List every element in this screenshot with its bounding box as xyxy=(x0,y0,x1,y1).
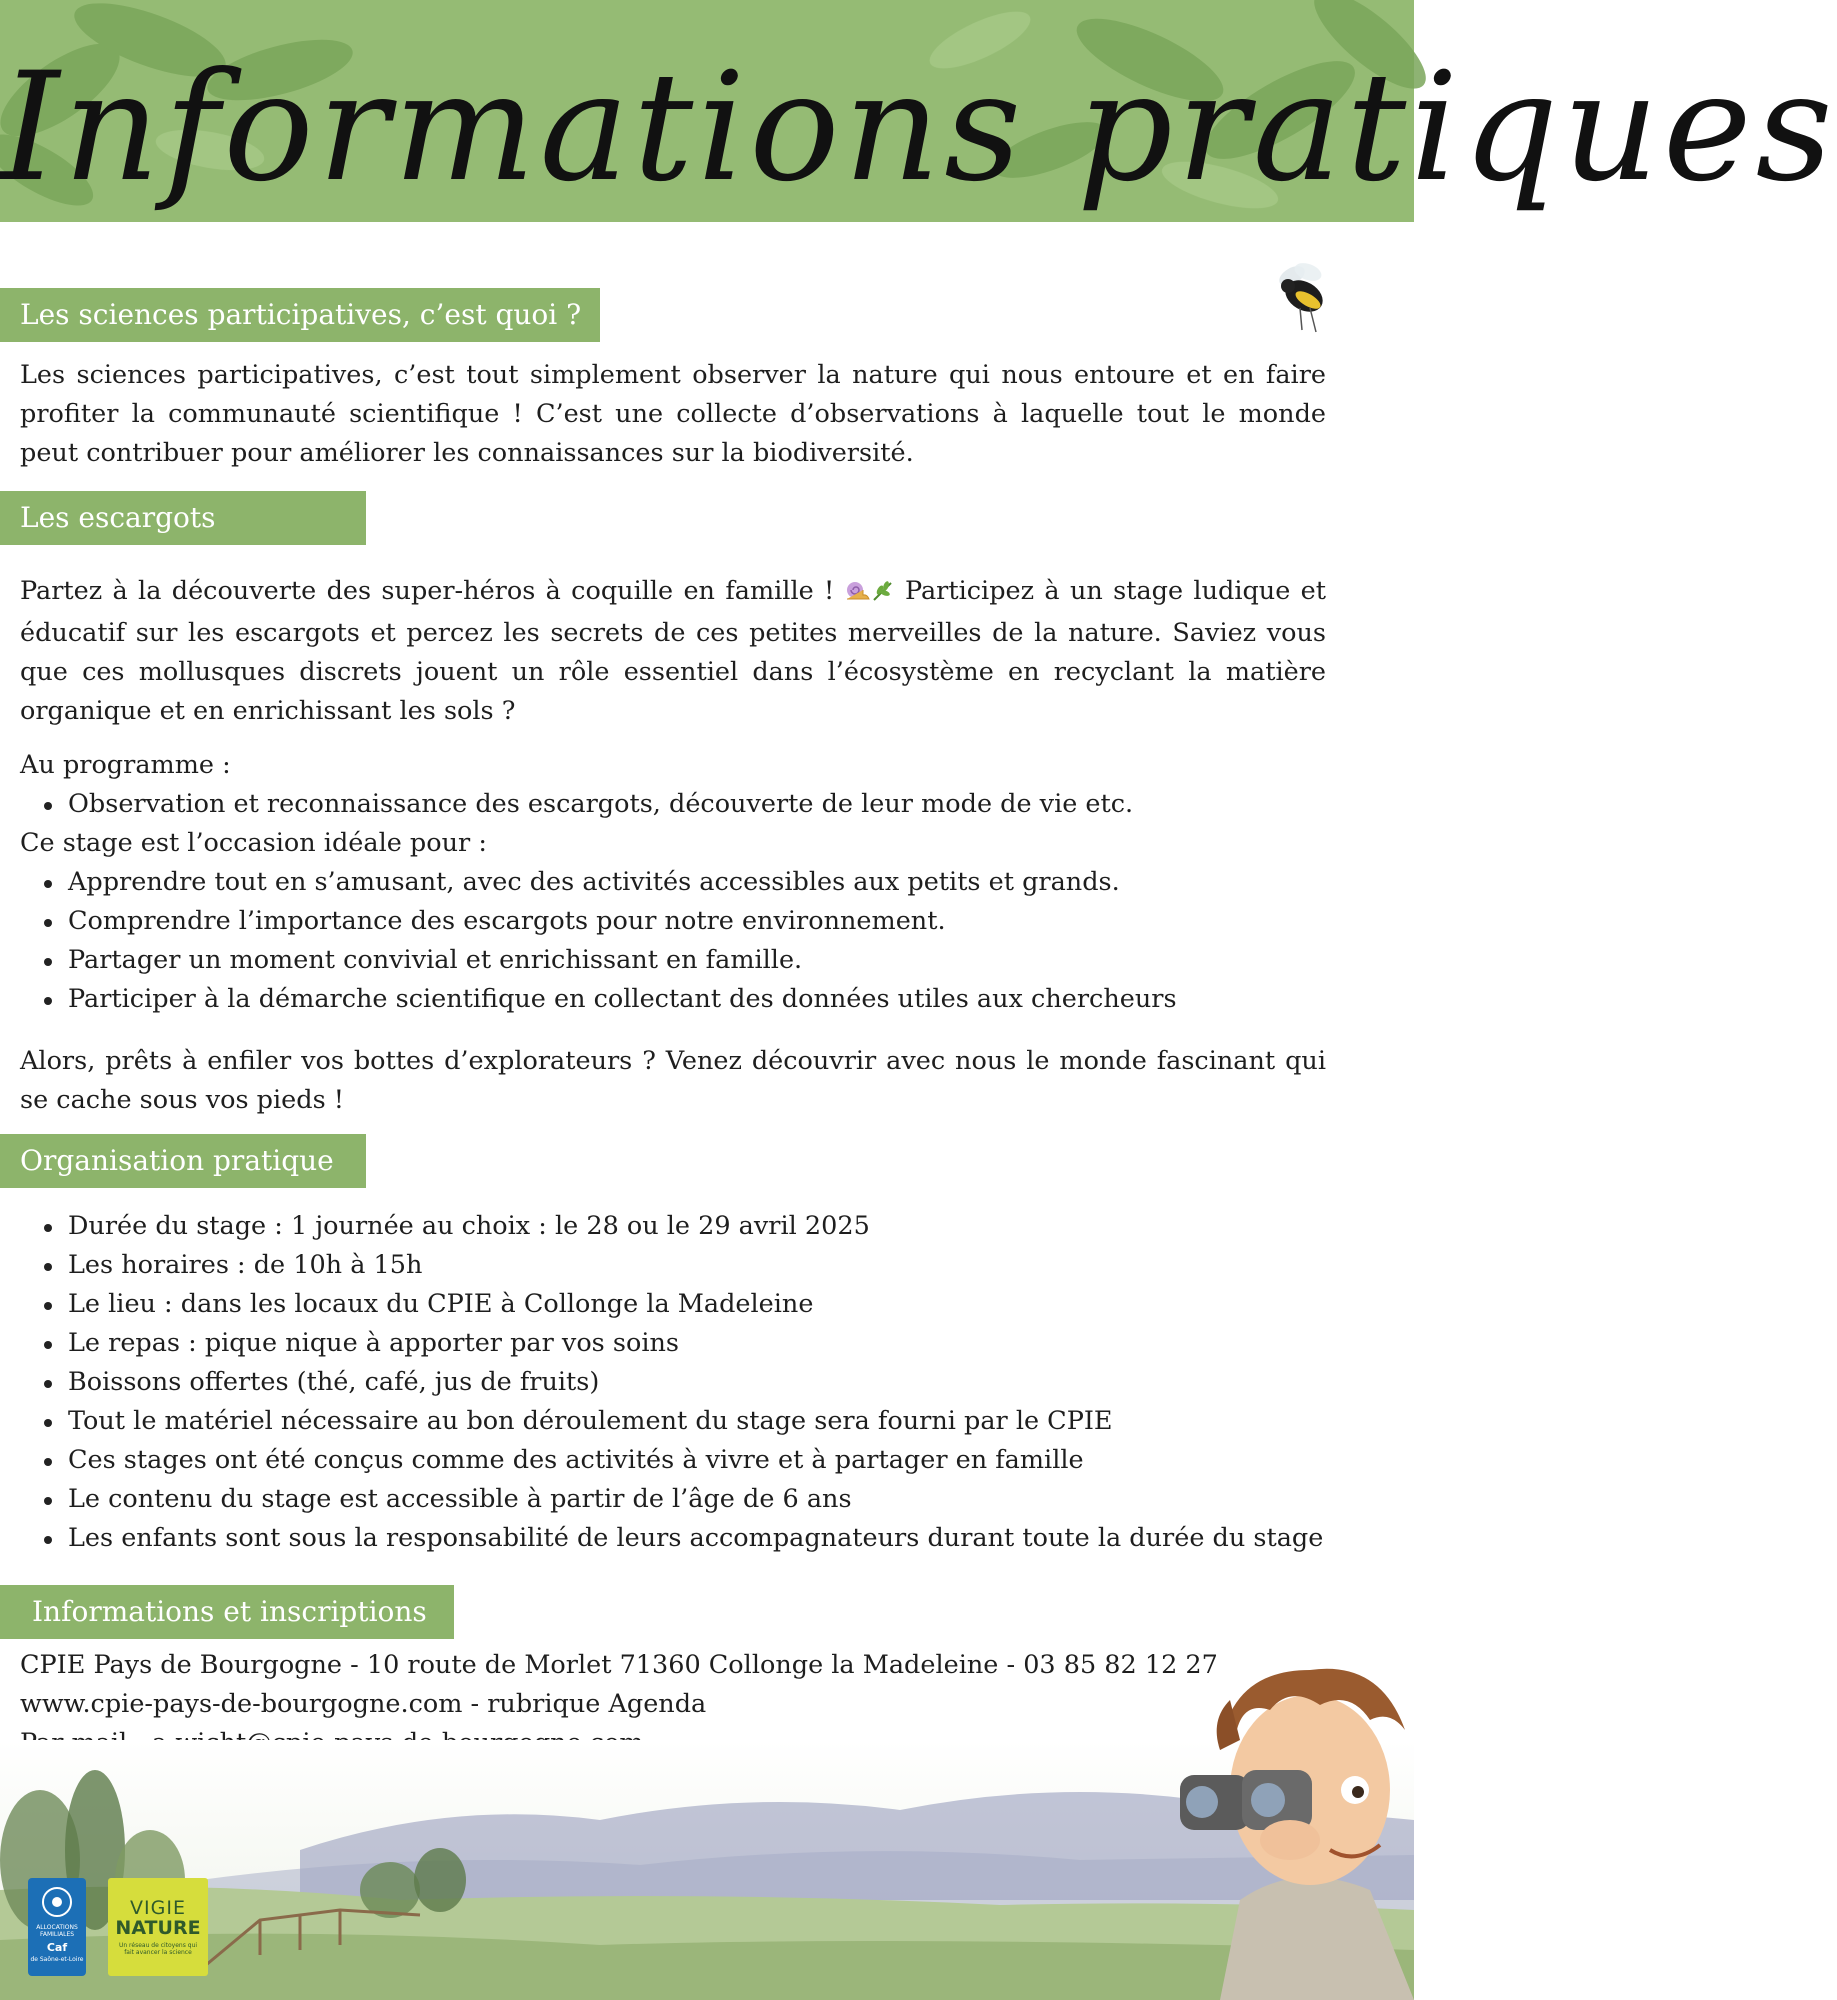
section-heading-organisation: Organisation pratique xyxy=(0,1134,366,1188)
list-item: Ces stages ont été conçus comme des activités à vivre et à partager en famille xyxy=(20,1441,1323,1480)
caf-logo: ALLOCATIONS FAMILIALES Caf de Saône-et-Loire xyxy=(28,1878,86,1976)
occasion-list xyxy=(20,863,1177,1019)
organisation-list xyxy=(20,1207,1323,1558)
sciences-paragraph: Les sciences participatives, c’est tout simplement observer la nature qui nous entoure et en faire profiter la communauté scientifique ! C’est une collecte d’observations à laquelle tout le monde peut contribuer pour améliorer les connaissances sur la biodiversité. xyxy=(20,360,1326,468)
section-heading-sciences: Les sciences participatives, c’est quoi ? xyxy=(0,288,600,342)
list-item: Durée du stage : 1 journée au choix : le 28 ou le 29 avril 2025 xyxy=(20,1207,1323,1246)
section-heading-inscriptions: Informations et inscriptions xyxy=(0,1585,454,1639)
vigie-nature-logo: VIGIE NATURE Un réseau de citoyens qui fait avancer la science xyxy=(108,1878,208,1976)
program-list xyxy=(20,785,1133,824)
list-item: Le contenu du stage est accessible à partir de l’âge de 6 ans xyxy=(20,1480,1323,1519)
escargots-closing: Alors, prêts à enfiler vos bottes d’explorateurs ? Venez découvrir avec nous le monde fascinant qui se cache sous vos pieds ! xyxy=(20,1046,1326,1115)
section-heading-escargots: Les escargots xyxy=(0,491,366,545)
intro-text-end: Participez à un stage ludique et éducatif sur les escargots et percez les secrets de ces petites merveilles de la nature. Saviez vous que ces mollusques discrets jouent un rôle essentiel dans l’écosystème en recyclant la matière organique et en enrichissant les sols ? xyxy=(20,576,1326,726)
page-title: Informations pratiques xyxy=(0,41,1837,215)
list-item: Participer à la démarche scientifique en collectant des données utiles aux chercheurs xyxy=(20,980,1177,1019)
caf-emblem-icon xyxy=(28,1882,86,1924)
list-item: Observation et reconnaissance des escargots, découverte de leur mode de vie etc. xyxy=(20,785,1133,824)
program-label: Au programme : xyxy=(20,750,231,780)
list-item: Boissons offertes (thé, café, jus de fruits) xyxy=(20,1363,1323,1402)
list-item: Les enfants sont sous la responsabilité de leurs accompagnateurs durant toute la durée du stage xyxy=(20,1519,1323,1558)
list-item: Comprendre l’importance des escargots pour notre environnement. xyxy=(20,902,1177,941)
list-item: Les horaires : de 10h à 15h xyxy=(20,1246,1323,1285)
list-item: Tout le matériel nécessaire au bon déroulement du stage sera fourni par le CPIE xyxy=(20,1402,1323,1441)
occasion-label: Ce stage est l’occasion idéale pour : xyxy=(20,828,487,858)
herb-icon xyxy=(871,575,895,614)
list-item: Le lieu : dans les locaux du CPIE à Collonge la Madeleine xyxy=(20,1285,1323,1324)
list-item: Partager un moment convivial et enrichissant en famille. xyxy=(20,941,1177,980)
snail-icon xyxy=(845,575,871,614)
list-item: Apprendre tout en s’amusant, avec des activités accessibles aux petits et grands. xyxy=(20,863,1177,902)
escargots-intro xyxy=(20,572,1326,731)
contact-address: CPIE Pays de Bourgogne - 10 route de Morlet 71360 Collonge la Madeleine - 03 85 82 12 27 xyxy=(20,1650,1218,1680)
bee-illustration xyxy=(1270,258,1342,338)
list-item: Le repas : pique nique à apporter par vos soins xyxy=(20,1324,1323,1363)
intro-text-start: Partez à la découverte des super-héros à coquille en famille ! xyxy=(20,576,835,606)
child-with-binoculars-illustration xyxy=(1180,1640,1414,2000)
contact-website[interactable]: www.cpie-pays-de-bourgogne.com - rubrique Agenda xyxy=(20,1689,707,1719)
